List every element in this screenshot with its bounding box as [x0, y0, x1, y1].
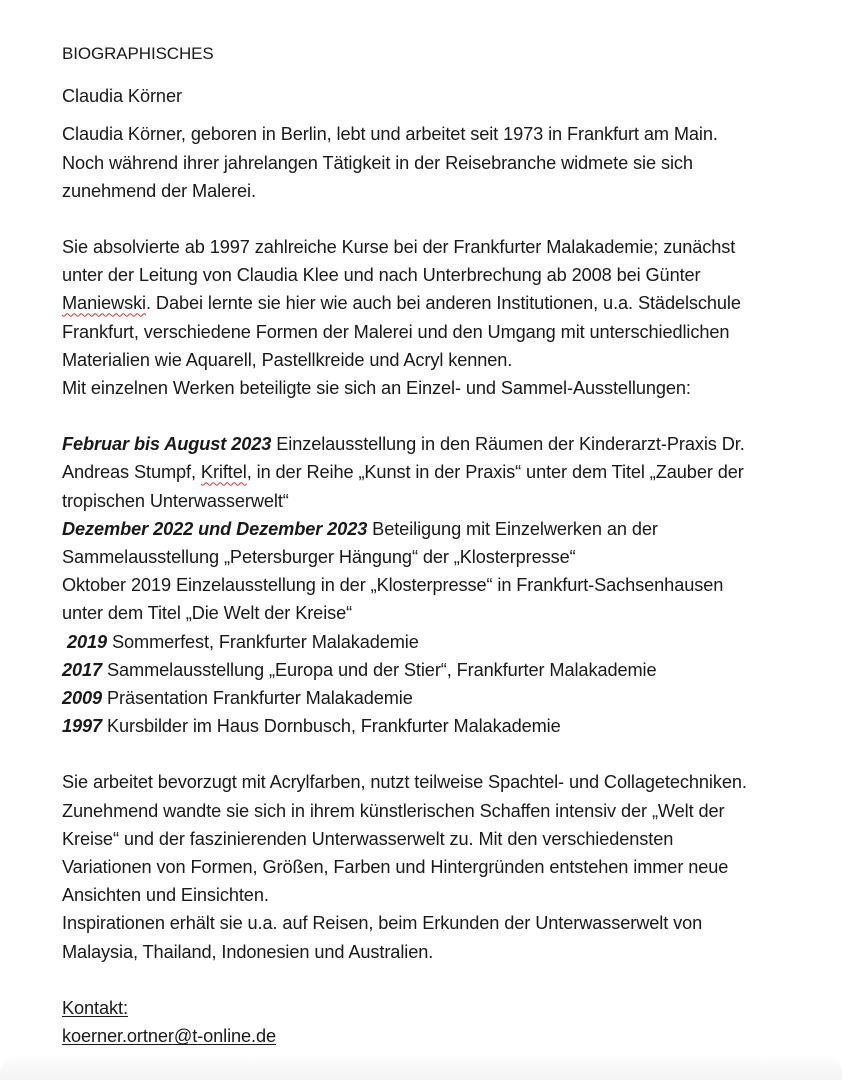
exhibition-list: [62, 430, 782, 740]
text-line: Sie absolvierte ab 1997 zahlreiche Kurse bei der Frankfurter Malakademie; zunächst: [62, 237, 736, 258]
exhibition-text: Einzelausstellung in den Räumen der Kinderarzt-Praxis Dr.: [271, 434, 745, 455]
paragraph-technique: [62, 768, 782, 965]
text-line: zunehmend der Malerei.: [62, 180, 256, 201]
email-link[interactable]: koerner.ortner@t-online.de: [62, 1026, 277, 1047]
spellcheck-word: Maniewski: [62, 293, 146, 314]
author-name: Claudia Körner: [62, 86, 182, 107]
text-line: Malaysia, Thailand, Indonesien und Australien.: [62, 941, 434, 962]
text-line: Variationen von Formen, Größen, Farben und Hintergründen entstehen immer neue: [62, 857, 729, 878]
exhibition-entry: [62, 684, 782, 712]
text-line: unter dem Titel „Die Welt der Kreise“: [62, 603, 353, 624]
exhibition-text: Kursbilder im Haus Dornbusch, Frankfurter Malakademie: [102, 716, 561, 737]
contact-section: [62, 994, 782, 1050]
text-line: Noch während ihrer jahrelangen Tätigkeit in der Reisebranche widmete sie sich: [62, 152, 693, 173]
exhibition-date: Dezember 2022 und Dezember 2023: [62, 518, 368, 539]
text-line: Sammelausstellung „Petersburger Hängung“ der „Klosterpresse“: [62, 547, 576, 568]
text-line: Kreise“ und der faszinierenden Unterwasserwelt zu. Mit den verschiedensten: [62, 828, 674, 849]
text-span: , in der Reihe „Kunst in der Praxis“ unter dem Titel „Zauber der: [246, 462, 744, 483]
spellcheck-word: Kriftel: [200, 462, 247, 483]
text-line: Mit einzelnen Werken beteiligte sie sich an Einzel- und Sammel-Ausstellungen:: [62, 378, 691, 399]
document-page: [62, 40, 782, 1050]
text-line: Sie arbeitet bevorzugt mit Acrylfarben, nutzt teilweise Spachtel- und Collagetechniken.: [62, 772, 747, 793]
text-span: . Dabei lernte sie hier wie auch bei anderen Institutionen, u.a. Städelschule: [146, 293, 741, 314]
exhibition-entry: Oktober 2019 Einzelausstellung in der „Klosterpresse“ in Frankfurt-Sachsenhausen: [62, 575, 724, 596]
exhibition-entry: [62, 430, 782, 458]
text-line: [62, 289, 782, 317]
bottom-sheet-edge: [0, 1054, 842, 1080]
exhibition-entry: [62, 628, 782, 656]
exhibition-year: 1997: [62, 716, 103, 737]
exhibition-text: Sammelausstellung „Europa und der Stier“, Frankfurter Malakademie: [102, 659, 657, 680]
exhibition-text: Präsentation Frankfurter Malakademie: [102, 688, 413, 709]
exhibition-text: Sommerfest, Frankfurter Malakademie: [107, 631, 419, 652]
text-line: [62, 458, 782, 486]
text-line: Inspirationen erhält sie u.a. auf Reisen, beim Erkunden der Unterwasserwelt von: [62, 913, 703, 934]
text-line: Frankfurt, verschiedene Formen der Malerei und den Umgang mit unterschiedlichen: [62, 321, 730, 342]
page-heading: BIOGRAPHISCHES: [62, 44, 214, 63]
text-line: Materialien wie Aquarell, Pastellkreide und Acryl kennen.: [62, 349, 513, 370]
paragraph-education: [62, 233, 782, 402]
contact-label: Kontakt:: [62, 997, 128, 1018]
text-line: Claudia Körner, geboren in Berlin, lebt und arbeitet seit 1973 in Frankfurt am Main.: [62, 124, 718, 145]
exhibition-entry: [62, 656, 782, 684]
text-line: Ansichten und Einsichten.: [62, 885, 269, 906]
exhibition-year: 2019: [66, 631, 108, 652]
exhibition-year: 2009: [62, 688, 103, 709]
text-line: Zunehmend wandte sie sich in ihrem künstlerischen Schaffen intensiv der „Welt der: [62, 800, 725, 821]
text-line: unter der Leitung von Claudia Klee und nach Unterbrechung ab 2008 bei Günter: [62, 265, 701, 286]
exhibition-entry: [62, 712, 782, 740]
exhibition-entry: [62, 515, 782, 543]
text-line: tropischen Unterwasserwelt“: [62, 490, 289, 511]
text-span: Andreas Stumpf,: [62, 462, 201, 483]
exhibition-year: 2017: [62, 659, 103, 680]
paragraph-intro: [62, 120, 782, 205]
exhibition-date: Februar bis August 2023: [62, 434, 272, 455]
exhibition-text: Beteiligung mit Einzelwerken an der: [367, 518, 658, 539]
